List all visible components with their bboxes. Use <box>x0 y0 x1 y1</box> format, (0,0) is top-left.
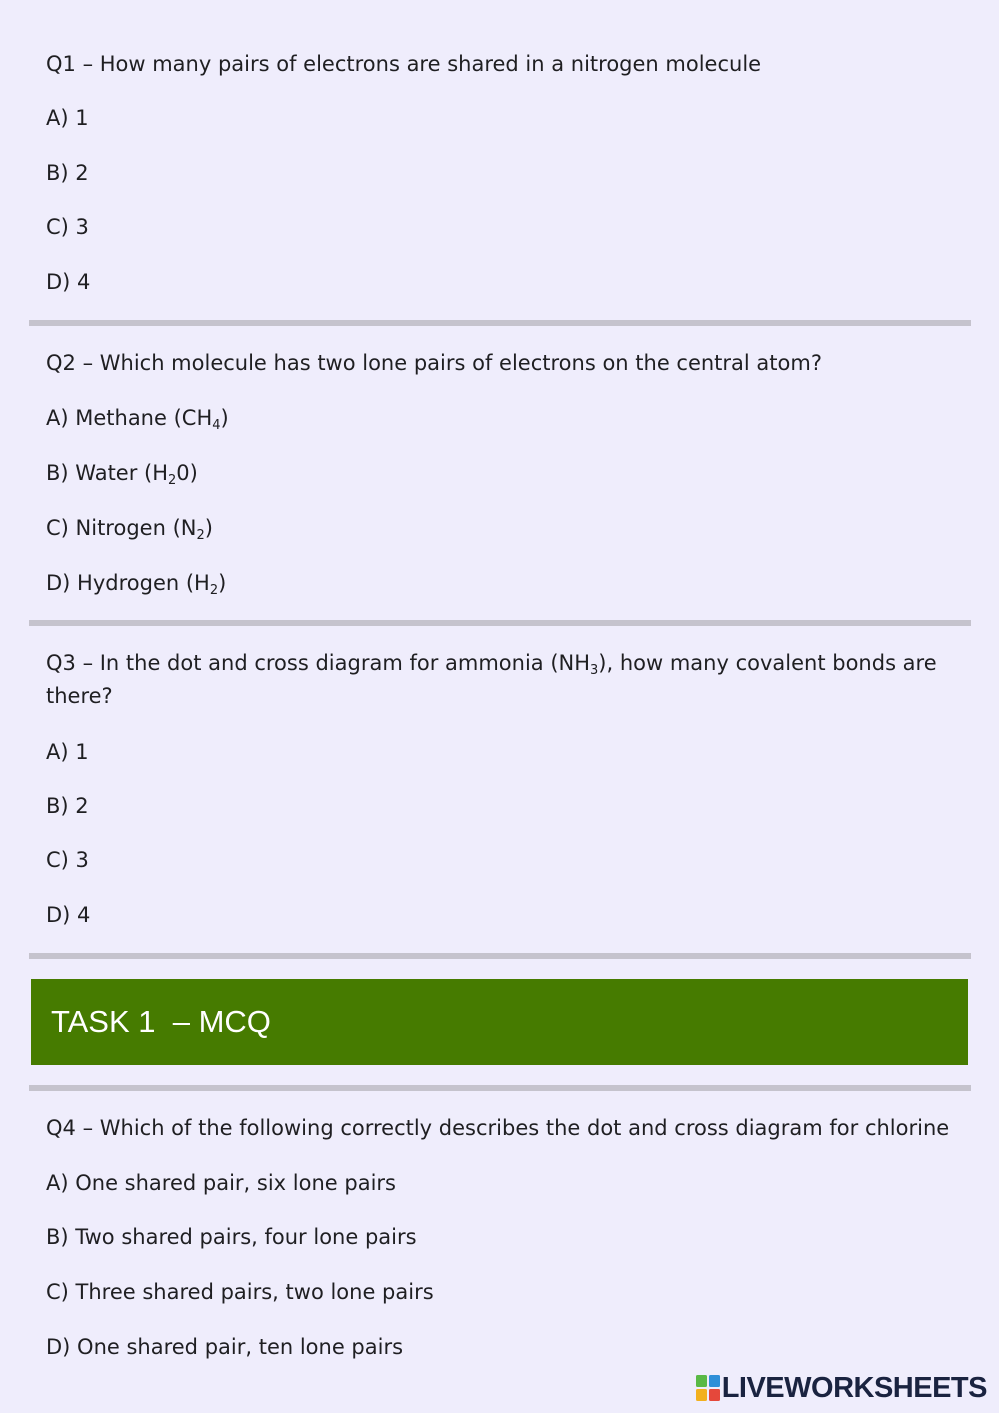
option-text: D) Hydrogen (H <box>46 571 210 595</box>
q3-option-d[interactable]: D) 4 <box>46 903 91 927</box>
q1-option-c[interactable]: C) 3 <box>46 215 89 239</box>
q2-question: Q2 – Which molecule has two lone pairs of electrons on the central atom? <box>46 351 822 375</box>
q3-option-a[interactable]: A) 1 <box>46 740 89 764</box>
q3-question <box>46 647 946 713</box>
q4-question: Q4 – Which of the following correctly describes the dot and cross diagram for chlorine <box>46 1116 950 1140</box>
task-banner <box>31 979 968 1065</box>
q2-option-a[interactable] <box>46 403 229 433</box>
q4-option-d[interactable]: D) One shared pair, ten lone pairs <box>46 1335 404 1359</box>
q2-option-d[interactable] <box>46 568 226 598</box>
subscript: 2 <box>168 473 177 488</box>
question-text-end: ), how many covalent bonds are there? <box>46 651 937 708</box>
liveworksheets-logo-icon <box>696 1375 720 1401</box>
q3-option-b[interactable]: B) 2 <box>46 794 89 818</box>
divider <box>29 1085 971 1091</box>
q4-option-c[interactable]: C) Three shared pairs, two lone pairs <box>46 1280 434 1304</box>
q2-option-c[interactable] <box>46 513 213 543</box>
option-text: A) Methane (CH <box>46 406 213 430</box>
subscript: 4 <box>212 418 221 433</box>
q1-option-b[interactable]: B) 2 <box>46 161 89 185</box>
divider <box>29 620 971 626</box>
divider <box>29 320 971 326</box>
option-text-end: ) <box>218 571 227 595</box>
q4-option-b[interactable]: B) Two shared pairs, four lone pairs <box>46 1225 417 1249</box>
q1-option-a[interactable]: A) 1 <box>46 106 89 130</box>
liveworksheets-wordmark: LIVEWORKSHEETS <box>721 1371 987 1404</box>
option-text-end: ) <box>204 516 213 540</box>
liveworksheets-brand[interactable] <box>696 1373 987 1403</box>
q2-option-b[interactable] <box>46 458 198 488</box>
task-banner-title: TASK 1 – MCQ <box>51 1004 271 1039</box>
divider <box>29 953 971 959</box>
q1-question: Q1 – How many pairs of electrons are shared in a nitrogen molecule <box>46 52 762 76</box>
question-text: Q3 – In the dot and cross diagram for ammonia (NH <box>46 651 591 675</box>
option-text: B) Water (H <box>46 461 169 485</box>
q3-option-c[interactable]: C) 3 <box>46 848 89 872</box>
option-text: C) Nitrogen (N <box>46 516 197 540</box>
q1-option-d[interactable]: D) 4 <box>46 270 91 294</box>
subscript: 2 <box>209 583 219 598</box>
subscript: 3 <box>590 663 599 678</box>
subscript: 2 <box>196 528 205 543</box>
option-text-end: 0) <box>176 461 198 485</box>
option-text-end: ) <box>220 406 229 430</box>
q4-option-a[interactable]: A) One shared pair, six lone pairs <box>46 1171 396 1195</box>
